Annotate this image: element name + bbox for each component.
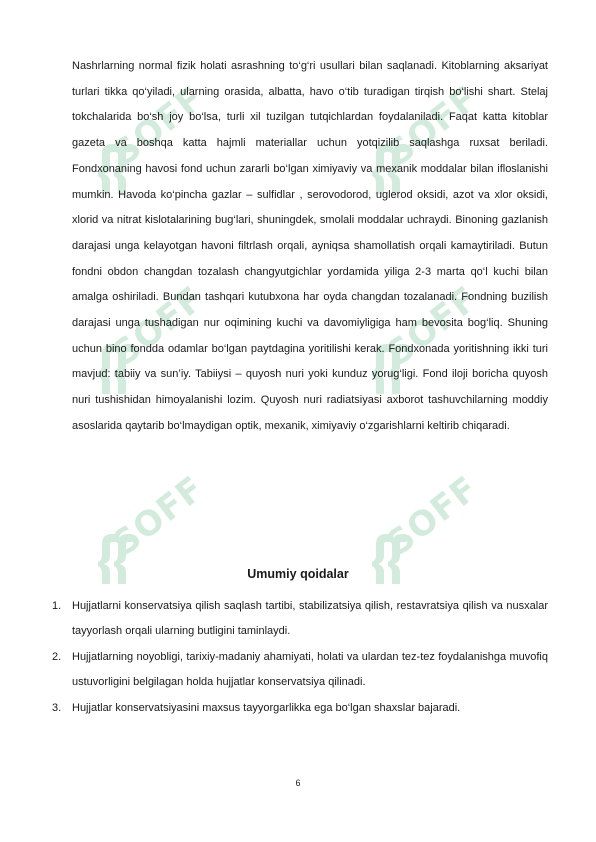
rule-item: [52, 594, 548, 645]
watermark-text: SOFF: [105, 78, 212, 174]
watermark-text: SOFF: [379, 278, 486, 374]
watermark-text: SOFF: [379, 78, 486, 174]
rule-item: [52, 696, 548, 721]
watermark-text: SOFF: [105, 278, 212, 374]
body-paragraph: Nashrlarning normal fizik holati asrashning to‘g‘ri usullari bilan saqlanadi. Kitoblarning aksariyat turlari tikka qo‘yiladi, ularning orasida, albatta, havo o‘tib turadigan tirqish bo‘lishi shart. Stelaj tokchalarida bo‘sh joy bo‘lsa, turli xil tuzilgan tutqichlardan foydalaniladi. Faqat katta kitoblar gazeta va boshqa katta hajmli materiallar uchun yotqizilib saqlashga ruxsat beriladi. Fondxonaning havosi fond uchun zararli bo‘lgan ximiyaviy va mexanik moddalar bilan ifloslanishi mumkin. Havoda ko‘pincha gazlar – sulfidlar , serovodorod, uglerod oksidi, azot va xlor oksidi, xlorid va nitrat kislotalarining bug‘lari, shuningdek, smolali moddalar uchraydi. Binoning gazlanish darajasi unga kelayotgan havoni filtrlash orqali, ayniqsa shamollatish orqali kamaytiriladi. Butun fondni obdon changdan tozalash changyutgichlar yordamida yiliga 2-3 marta qo‘l kuchi bilan amalga oshiriladi. Bundan tashqari kutubxona har oyda changdan tozalanadi. Fondning buzilish darajasi unga tushadigan nur oqimining kuchi va davomiyligiga ham bevosita bog‘liq. Shuning uchun bino fondda odamlar bo‘lgan paytdagina yoritilishi kerak. Fondxonada yoritishning ikki turi mavjud: tabiiy va sun’iy. Tabiiysi – quyosh nuri yoki kunduz yorug‘ligi. Fond iloji boricha quyosh nuri tushishidan himoyalanishi lozim. Quyosh nuri radiatsiyasi axborot tashuvchilarning moddiy asoslarida qaytarib bo‘lmaydigan optik, mexanik, ximiyaviy o‘zgarishlarni keltirib chiqaradi.: [72, 60, 548, 432]
page-number: 6: [295, 778, 301, 788]
rules-list: [52, 594, 548, 721]
watermark-text: SOFF: [379, 468, 486, 564]
watermark-text: SOFF: [105, 468, 212, 564]
rule-text: Hujjatlarni konservatsiya qilish saqlash tartibi, stabilizatsiya qilish, restavratsiya qilish va nusxalar tayyorlash orqali ularning butligini taminlaydi.: [72, 600, 548, 638]
section-heading: Umumiy qoidalar: [247, 567, 349, 581]
rule-item: [52, 645, 548, 696]
rule-number: 2.: [52, 650, 62, 663]
rule-text: Hujjatlarning noyobligi, tarixiy-madaniy ahamiyati, holati va ulardan tez-tez foydalanishga muvofiq ustuvorligini belgilagan holda hujjatlar konservatsiya qilinadi.: [72, 650, 548, 689]
rule-text: Hujjatlar konservatsiyasini maxsus tayyorgarlikka ega bo‘lgan shaxslar bajaradi.: [72, 701, 461, 714]
rule-number: 3.: [52, 701, 62, 714]
rule-number: 1.: [52, 600, 62, 612]
